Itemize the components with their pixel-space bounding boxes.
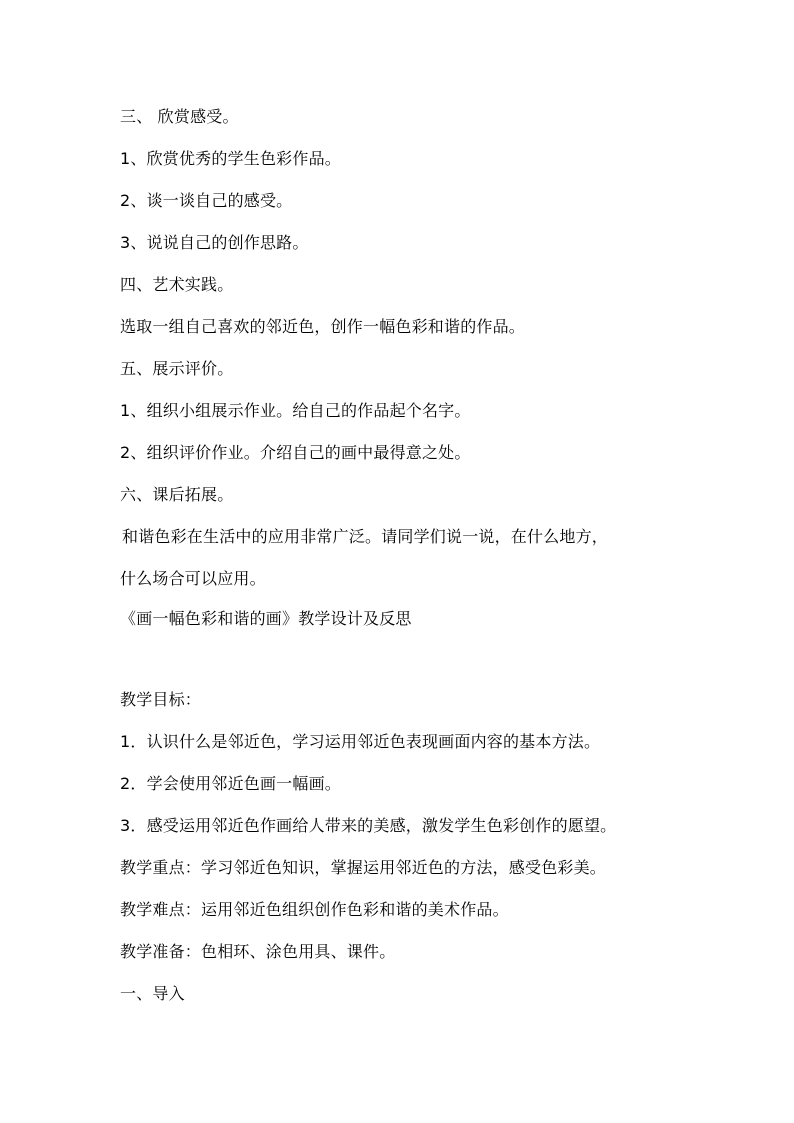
paragraph: 什么场合可以应用。 bbox=[120, 569, 266, 588]
list-item: 1、欣赏优秀的学生色彩作品。 bbox=[120, 149, 341, 168]
list-item: 3、说说自己的创作思路。 bbox=[120, 233, 309, 252]
section-heading-evaluation: 五、展示评价。 bbox=[120, 359, 234, 378]
list-item: 3．感受运用邻近色作画给人带来的美感，激发学生色彩创作的愿望。 bbox=[120, 816, 617, 835]
paragraph-difficulties: 教学难点：运用邻近色组织创作色彩和谐的美术作品。 bbox=[120, 900, 509, 919]
list-item: 2、组织评价作业。介绍自己的画中最得意之处。 bbox=[120, 443, 471, 462]
document-title: 《画一幅色彩和谐的画》教学设计及反思 bbox=[120, 609, 412, 628]
paragraph: 选取一组自己喜欢的邻近色，创作一幅色彩和谐的作品。 bbox=[120, 317, 526, 336]
section-heading-introduction: 一、导入 bbox=[120, 984, 185, 1003]
list-item: 2．学会使用邻近色画一幅画。 bbox=[120, 774, 341, 793]
paragraph-key-points: 教学重点：学习邻近色知识，掌握运用邻近色的方法，感受色彩美。 bbox=[120, 858, 607, 877]
list-item: 1、组织小组展示作业。给自己的作品起个名字。 bbox=[120, 401, 471, 420]
paragraph: 和谐色彩在生活中的应用非常广泛。请同学们说一说，在什么地方， bbox=[122, 527, 609, 546]
section-heading-practice: 四、艺术实践。 bbox=[120, 275, 234, 294]
section-heading-appreciate: 三、 欣赏感受。 bbox=[120, 107, 239, 126]
section-heading-objectives: 教学目标： bbox=[120, 690, 202, 709]
list-item: 2、谈一谈自己的感受。 bbox=[120, 191, 293, 210]
list-item: 1．认识什么是邻近色，学习运用邻近色表现画面内容的基本方法。 bbox=[120, 732, 601, 751]
section-heading-extension: 六、课后拓展。 bbox=[120, 485, 234, 504]
paragraph-preparation: 教学准备：色相环、涂色用具、课件。 bbox=[120, 942, 396, 961]
